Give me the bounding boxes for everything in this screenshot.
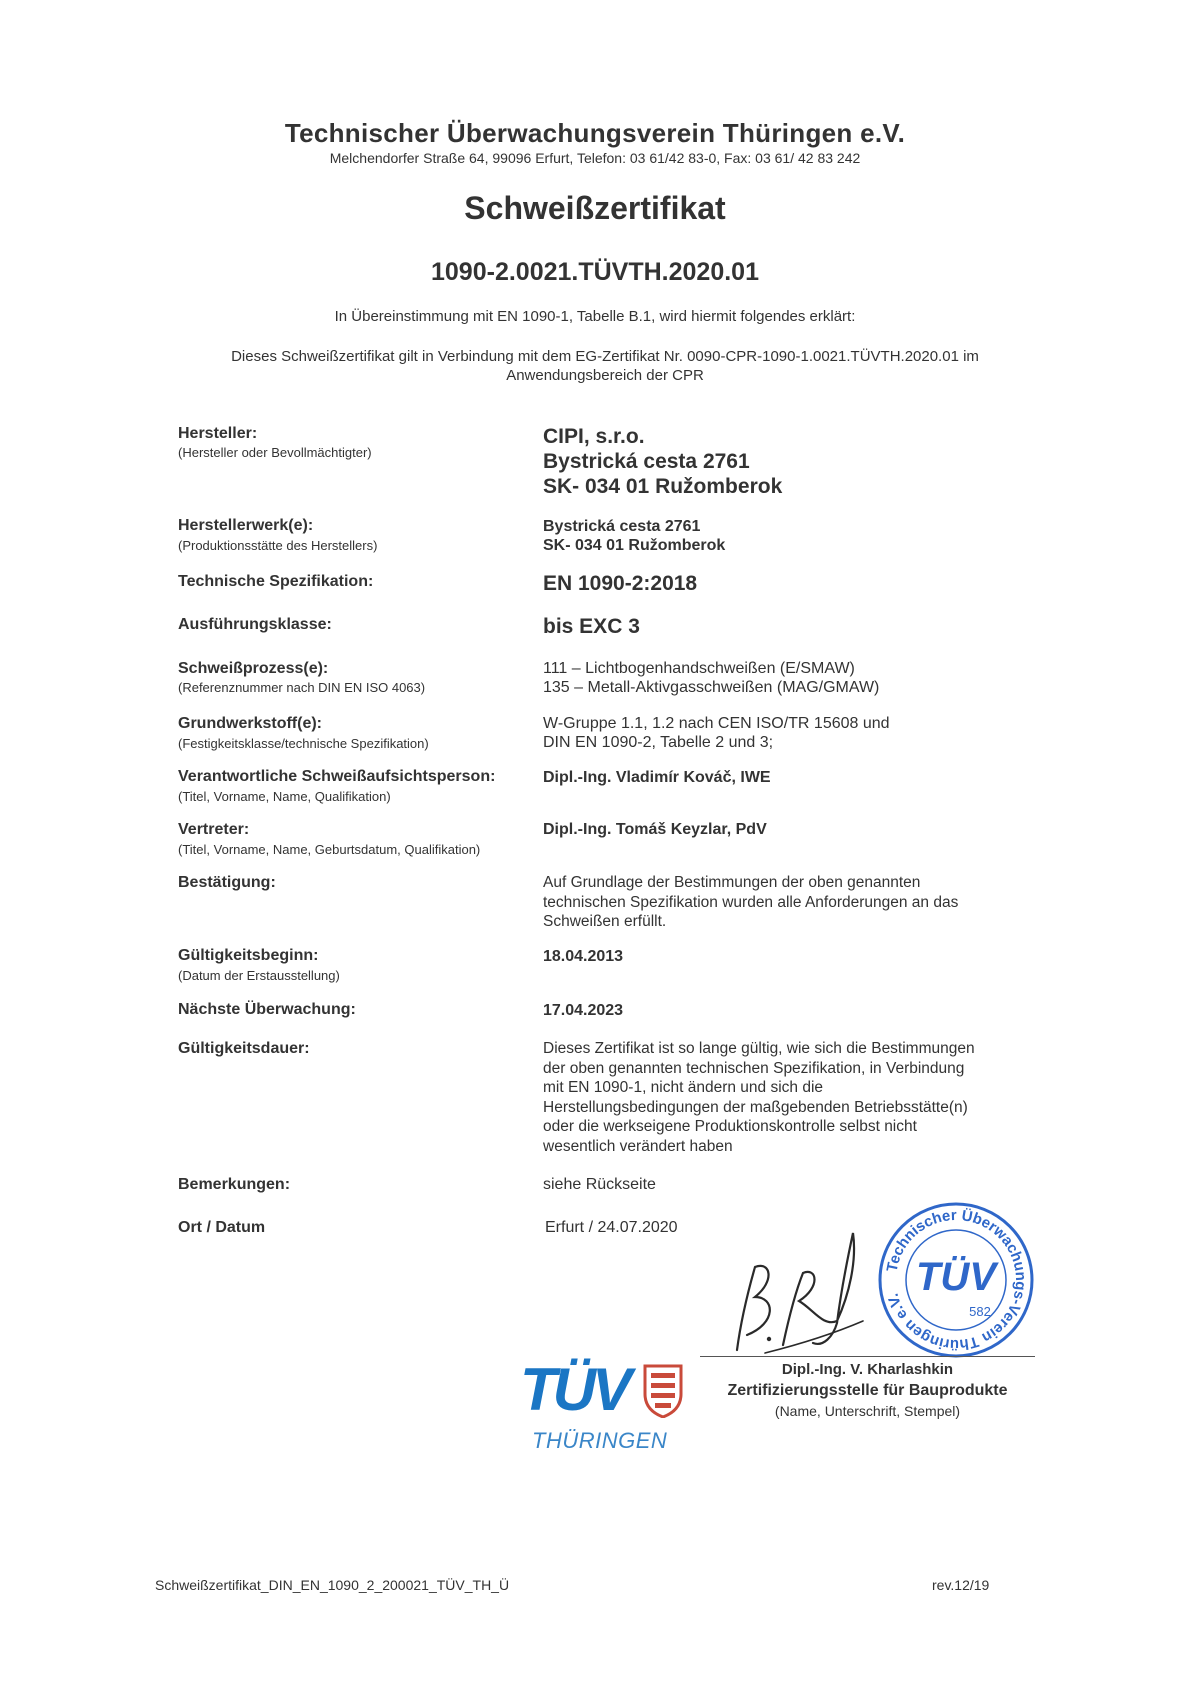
document-title: Schweißzertifikat xyxy=(464,190,726,226)
process-label: Schweißprozess(e): xyxy=(178,660,329,677)
validity-line: mit EN 1090-1, nicht ändern und sich die xyxy=(543,1079,824,1096)
manufacturer-street: Bystrická cesta 2761 xyxy=(543,450,750,473)
organization-name: Technischer Überwachungsverein Thüringen e.V. xyxy=(284,118,906,148)
confirmation-text xyxy=(543,873,1043,932)
validity-line: wesentlich verändert haben xyxy=(543,1137,733,1155)
material-sublabel: (Festigkeitsklasse/technische Spezifikation) xyxy=(178,736,429,751)
manufacturer-label: Hersteller: xyxy=(178,425,258,442)
exec-class-label: Ausführungsklasse: xyxy=(178,616,332,633)
plant-label: Herstellerwerk(e): xyxy=(178,517,314,534)
plant-sublabel: (Produktionsstätte des Herstellers) xyxy=(178,538,378,553)
supervisor-sublabel: (Titel, Vorname, Name, Qualifikation) xyxy=(178,789,391,804)
valid-from-label: Gültigkeitsbeginn: xyxy=(178,947,319,964)
supervisor-value: Dipl.-Ing. Vladimír Kováč, IWE xyxy=(543,769,771,786)
cpr-note xyxy=(160,347,1050,385)
footer-document-id: Schweißzertifikat_DIN_EN_1090_2_200021_TÜV_TH_Ü xyxy=(155,1577,510,1593)
process-value xyxy=(543,659,879,697)
process-line: 111 – Lichtbogenhandschweißen (E/SMAW) xyxy=(543,660,855,677)
plant-street: Bystrická cesta 2761 xyxy=(543,518,701,535)
manufacturer-city: SK- 034 01 Ružomberok xyxy=(543,475,783,498)
spec-value: EN 1090-2:2018 xyxy=(543,572,698,595)
signature-graphic xyxy=(725,1225,865,1355)
tuv-thueringen-logo xyxy=(520,1356,700,1460)
validity-text xyxy=(543,1039,1043,1156)
signature-line xyxy=(700,1356,1035,1357)
certification-office: Zertifizierungsstelle für Bauprodukte xyxy=(727,1382,1008,1399)
validity-line: Herstellungsbedingungen der maßgebenden Betriebsstätte(n) xyxy=(543,1098,968,1116)
confirmation-line: Schweißen erfüllt. xyxy=(543,913,667,930)
place-date-label: Ort / Datum xyxy=(178,1219,266,1236)
material-line: DIN EN 1090-2, Tabelle 2 und 3; xyxy=(543,734,774,751)
manufacturer-name: CIPI, s.r.o. xyxy=(543,425,645,448)
process-sublabel: (Referenznummer nach DIN EN ISO 4063) xyxy=(178,680,426,695)
logo-region: THÜRINGEN xyxy=(532,1428,668,1453)
next-audit-label: Nächste Überwachung: xyxy=(178,1001,356,1018)
cpr-note-line: Anwendungsbereich der CPR xyxy=(506,367,704,384)
certification-stamp xyxy=(876,1200,1036,1360)
valid-from-sublabel: (Datum der Erstausstellung) xyxy=(178,968,340,983)
remarks-label: Bemerkungen: xyxy=(178,1176,291,1193)
valid-from-value: 18.04.2013 xyxy=(543,948,624,965)
stamp-logo: TÜV xyxy=(916,1255,996,1299)
deputy-label: Vertreter: xyxy=(178,821,250,838)
deputy-value: Dipl.-Ing. Tomáš Keyzlar, PdV xyxy=(543,821,767,838)
spec-label: Technische Spezifikation: xyxy=(178,573,374,590)
manufacturer-sublabel: (Hersteller oder Bevollmächtigter) xyxy=(178,445,372,460)
material-line: W-Gruppe 1.1, 1.2 nach CEN ISO/TR 15608 und xyxy=(543,715,890,732)
stamp-ring-text: Technischer Überwachungs-Verein Thüringen e.V. xyxy=(883,1206,1030,1354)
intro-text: In Übereinstimmung mit EN 1090-1, Tabelle B.1, wird hiermit folgendes erklärt: xyxy=(334,308,856,325)
plant-city: SK- 034 01 Ružomberok xyxy=(543,537,726,554)
confirmation-label: Bestätigung: xyxy=(178,874,276,891)
process-line: 135 – Metall-Aktivgasschweißen (MAG/GMAW) xyxy=(543,679,880,696)
certificate-number: 1090-2.0021.TÜVTH.2020.01 xyxy=(431,258,759,286)
cpr-note-line: Dieses Schweißzertifikat gilt in Verbindung mit dem EG-Zertifikat Nr. 0090-CPR-1090-1.0021.TÜVTH.2020.01 im xyxy=(231,348,979,365)
validity-label: Gültigkeitsdauer: xyxy=(178,1040,310,1057)
deputy-sublabel: (Titel, Vorname, Name, Geburtsdatum, Qualifikation) xyxy=(178,842,481,857)
confirmation-line: technischen Spezifikation wurden alle Anforderungen an das xyxy=(543,893,959,911)
manufacturer-value xyxy=(543,424,782,499)
plant-value xyxy=(543,517,725,555)
remarks-value: siehe Rückseite xyxy=(543,1176,656,1193)
validity-line: oder die werkseigene Produktionskontrolle selbst nicht xyxy=(543,1118,917,1135)
stamp-number: 582 xyxy=(969,1304,991,1319)
validity-line: der oben genannten technischen Spezifikation, in Verbindung xyxy=(543,1059,965,1077)
logo-wordmark: TÜV xyxy=(520,1356,628,1423)
footer-revision: rev.12/19 xyxy=(932,1577,990,1593)
next-audit-value: 17.04.2023 xyxy=(543,1002,624,1019)
material-value xyxy=(543,714,890,752)
signature-hint: (Name, Unterschrift, Stempel) xyxy=(774,1403,961,1419)
exec-class-value: bis EXC 3 xyxy=(543,615,640,638)
crest-icon xyxy=(643,1364,683,1418)
material-label: Grundwerkstoff(e): xyxy=(178,715,322,732)
validity-line: Dieses Zertifikat ist so lange gültig, wie sich die Bestimmungen xyxy=(543,1040,975,1057)
organization-address: Melchendorfer Straße 64, 99096 Erfurt, Telefon: 03 61/42 83-0, Fax: 03 61/ 42 83 242 xyxy=(329,150,861,166)
confirmation-line: Auf Grundlage der Bestimmungen der oben genannten xyxy=(543,874,921,891)
supervisor-label: Verantwortliche Schweißaufsichtsperson: xyxy=(178,768,496,785)
signer-name: Dipl.-Ing. V. Kharlashkin xyxy=(781,1361,954,1378)
place-date-value: Erfurt / 24.07.2020 xyxy=(545,1219,678,1236)
